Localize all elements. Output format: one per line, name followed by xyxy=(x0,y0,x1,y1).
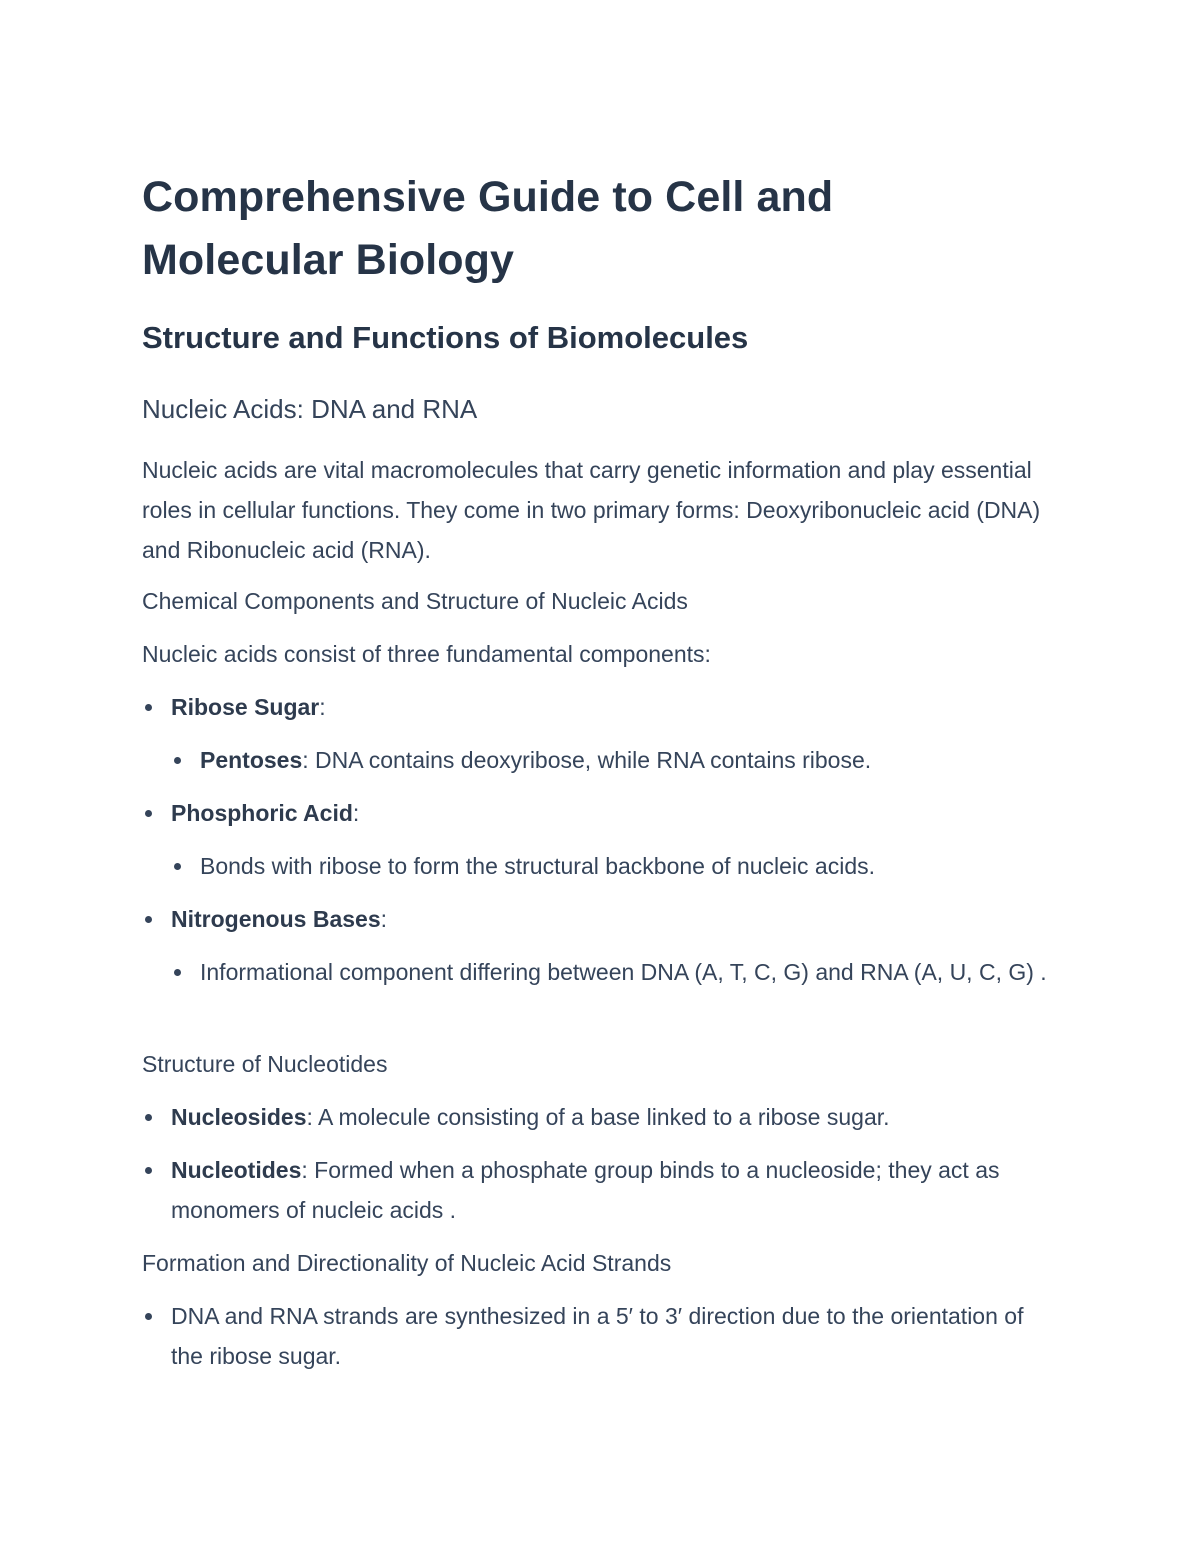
bullet-icon xyxy=(174,863,181,870)
list-item xyxy=(171,1296,1041,1376)
list-item xyxy=(171,899,387,939)
list-item-suffix: : xyxy=(319,694,326,720)
list-item-suffix: : xyxy=(352,800,360,826)
list-item xyxy=(171,1097,1051,1137)
intro-paragraph: Nucleic acids are vital macromolecules that carry genetic information and play essential roles in cellular functions. They come in two primary forms: Deoxyribonucleic acid (DNA) and Ribonucleic acid (RNA). xyxy=(142,457,1041,563)
list-item-term: Phosphoric Acid xyxy=(171,800,353,826)
list-item-suffix: : xyxy=(380,906,387,932)
list-item-term: Ribose Sugar xyxy=(171,694,320,720)
list-item-text: Bonds with ribose to form the structural backbone of nucleic acids. xyxy=(200,853,876,879)
components-intro: Nucleic acids consist of three fundamental components: xyxy=(142,641,711,667)
list-item xyxy=(200,846,875,886)
bullet-icon xyxy=(174,757,181,764)
bullet-icon xyxy=(145,810,152,817)
list-item-term: Nucleosides xyxy=(171,1104,307,1130)
bullet-icon xyxy=(145,1167,152,1174)
bullet-icon xyxy=(145,1313,152,1320)
list-item-text: : A molecule consisting of a base linked to a ribose sugar. xyxy=(306,1104,890,1130)
list-item-text: : Formed when a phosphate group binds to a nucleoside; they act as monomers of nucleic acids . xyxy=(171,1157,1000,1223)
nucleotides-heading: Structure of Nucleotides xyxy=(142,1051,388,1077)
list-item xyxy=(171,687,326,727)
list-item-term: Nitrogenous Bases xyxy=(171,906,381,932)
section-heading: Structure and Functions of Biomolecules xyxy=(142,320,749,355)
list-item-text: Informational component differing between DNA (A, T, C, G) and RNA (A, U, C, G) . xyxy=(200,959,1047,985)
bullet-icon xyxy=(145,916,152,923)
list-item-term: Nucleotides xyxy=(171,1157,302,1183)
list-item-text: : DNA contains deoxyribose, while RNA contains ribose. xyxy=(302,747,872,773)
subsection-heading: Nucleic Acids: DNA and RNA xyxy=(142,394,478,424)
direction-heading: Formation and Directionality of Nucleic Acid Strands xyxy=(142,1250,672,1276)
document-title: Comprehensive Guide to Cell and Molecular Biology xyxy=(142,173,834,284)
bullet-icon xyxy=(174,969,181,976)
bullet-icon xyxy=(145,1114,152,1121)
list-item-text: DNA and RNA strands are synthesized in a 5′ to 3′ direction due to the orientation of the ribose sugar. xyxy=(171,1303,1024,1369)
components-heading: Chemical Components and Structure of Nucleic Acids xyxy=(142,588,688,614)
bullet-icon xyxy=(145,704,152,711)
list-item xyxy=(171,793,359,833)
list-item xyxy=(200,740,871,780)
list-item xyxy=(200,952,1050,992)
list-item-term: Pentoses xyxy=(200,747,303,773)
document-page xyxy=(142,166,1062,1369)
list-item xyxy=(171,1150,1041,1230)
